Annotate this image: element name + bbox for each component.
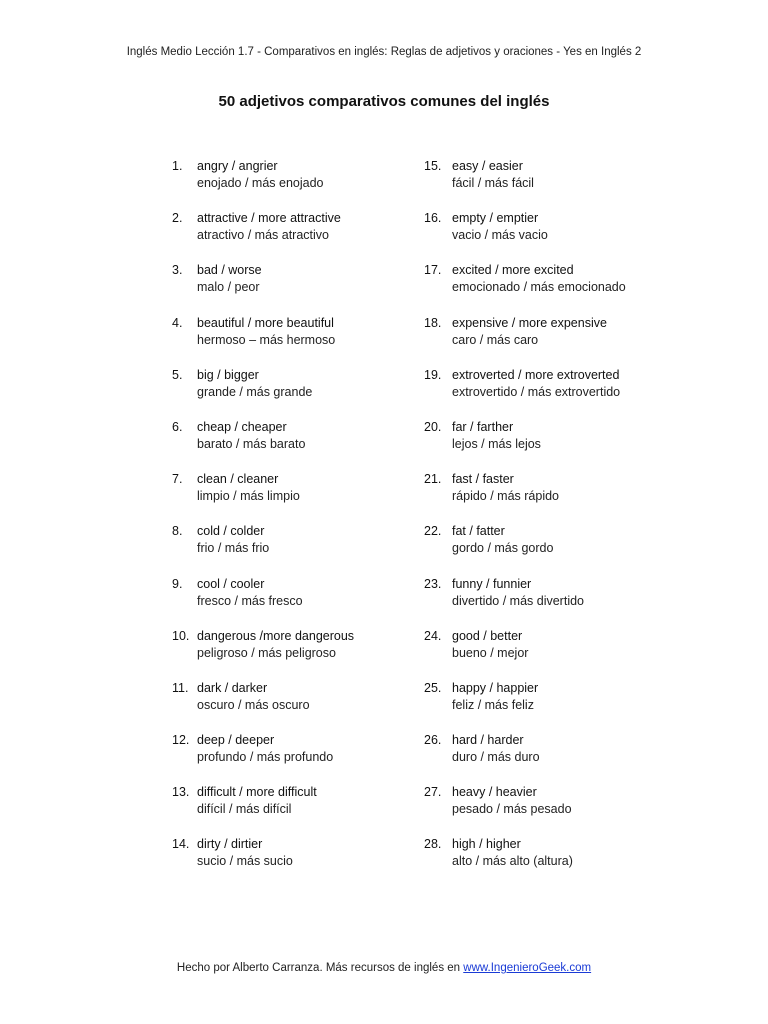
item-spanish: rápido / más rápido bbox=[452, 489, 560, 504]
item-number: 14. bbox=[172, 837, 190, 852]
item-spanish: fácil / más fácil bbox=[452, 176, 534, 190]
footer-link[interactable]: www.IngenieroGeek.com bbox=[463, 962, 592, 974]
item-english: dangerous /more dangerous bbox=[197, 628, 355, 643]
item-spanish: grande / más grande bbox=[197, 384, 313, 399]
footer-text: Hecho por Alberto Carranza. Más recursos de inglés en bbox=[176, 962, 464, 974]
item-number: 7. bbox=[172, 472, 183, 487]
item-spanish: peligroso / más peligroso bbox=[197, 645, 336, 660]
item-spanish: fresco / más fresco bbox=[197, 593, 303, 608]
item-number: 25. bbox=[424, 680, 442, 695]
item-number: 13. bbox=[172, 785, 190, 800]
item-spanish: divertido / más divertido bbox=[452, 593, 585, 608]
item-number: 26. bbox=[424, 733, 442, 748]
item-english: cheap / cheaper bbox=[197, 419, 287, 434]
item-english: beautiful / more beautiful bbox=[197, 315, 334, 330]
item-number: 8. bbox=[172, 524, 183, 539]
item-english: cold / colder bbox=[197, 524, 265, 539]
page-title: 50 adjetivos comparativos comunes del inglés bbox=[218, 93, 550, 110]
item-spanish: alto / más alto (altura) bbox=[452, 854, 573, 869]
item-number: 4. bbox=[172, 315, 183, 330]
item-english: clean / cleaner bbox=[197, 472, 279, 487]
item-english: fat / fatter bbox=[452, 524, 505, 539]
item-spanish: caro / más caro bbox=[452, 332, 539, 347]
item-spanish: lejos / más lejos bbox=[452, 436, 541, 451]
item-spanish: enojado / más enojado bbox=[197, 176, 324, 190]
item-spanish: profundo / más profundo bbox=[197, 750, 334, 765]
item-spanish: frio / más frio bbox=[197, 541, 270, 556]
item-spanish: gordo / más gordo bbox=[452, 541, 554, 556]
item-english: funny / funnier bbox=[452, 576, 532, 591]
item-spanish: sucio / más sucio bbox=[197, 854, 293, 869]
item-spanish: bueno / mejor bbox=[452, 645, 529, 660]
item-spanish: vacio / más vacio bbox=[452, 228, 548, 243]
item-english: big / bigger bbox=[197, 367, 259, 382]
item-number: 3. bbox=[172, 263, 183, 278]
item-english: attractive / more attractive bbox=[197, 211, 341, 226]
item-english: angry / angrier bbox=[197, 159, 278, 173]
page-header: Inglés Medio Lección 1.7 - Comparativos en inglés: Reglas de adjetivos y oraciones - Yes en Inglés 2 bbox=[126, 46, 642, 58]
item-english: heavy / heavier bbox=[452, 785, 537, 800]
item-english: good / better bbox=[452, 628, 523, 643]
item-number: 6. bbox=[172, 419, 183, 434]
item-spanish: duro / más duro bbox=[452, 750, 540, 765]
item-english: happy / happier bbox=[452, 680, 539, 695]
item-english: dirty / dirtier bbox=[197, 837, 263, 852]
item-number: 24. bbox=[424, 628, 442, 643]
item-number: 18. bbox=[424, 315, 442, 330]
item-number: 22. bbox=[424, 524, 442, 539]
item-spanish: extrovertido / más extrovertido bbox=[452, 384, 621, 399]
item-spanish: pesado / más pesado bbox=[452, 802, 572, 817]
item-spanish: difícil / más difícil bbox=[197, 802, 292, 817]
item-english: deep / deeper bbox=[197, 733, 275, 748]
item-english: far / farther bbox=[452, 419, 514, 434]
item-spanish: emocionado / más emocionado bbox=[452, 280, 626, 295]
item-english: difficult / more difficult bbox=[197, 785, 317, 800]
item-number: 23. bbox=[424, 576, 442, 591]
item-number: 2. bbox=[172, 211, 183, 226]
item-number: 21. bbox=[424, 472, 442, 487]
item-number: 15. bbox=[424, 159, 442, 173]
item-english: bad / worse bbox=[197, 263, 262, 278]
item-number: 20. bbox=[424, 419, 442, 434]
item-english: fast / faster bbox=[452, 472, 514, 487]
item-number: 10. bbox=[172, 628, 190, 643]
item-english: empty / emptier bbox=[452, 211, 539, 226]
item-english: hard / harder bbox=[452, 733, 524, 748]
item-spanish: feliz / más feliz bbox=[452, 697, 534, 712]
item-spanish: hermoso – más hermoso bbox=[197, 332, 336, 347]
item-number: 16. bbox=[424, 211, 442, 226]
item-english: expensive / more expensive bbox=[452, 315, 607, 330]
item-number: 27. bbox=[424, 785, 442, 800]
item-number: 1. bbox=[172, 159, 183, 173]
item-english: easy / easier bbox=[452, 159, 523, 173]
item-number: 12. bbox=[172, 733, 190, 748]
item-spanish: oscuro / más oscuro bbox=[197, 697, 310, 712]
item-english: high / higher bbox=[452, 837, 521, 852]
item-spanish: limpio / más limpio bbox=[197, 489, 300, 504]
item-english: dark / darker bbox=[197, 680, 268, 695]
item-number: 17. bbox=[424, 263, 442, 278]
item-spanish: barato / más barato bbox=[197, 436, 306, 451]
item-number: 5. bbox=[172, 367, 183, 382]
item-english: excited / more excited bbox=[452, 263, 574, 278]
page-footer bbox=[0, 962, 768, 974]
item-english: cool / cooler bbox=[197, 576, 265, 591]
item-english: extroverted / more extroverted bbox=[452, 367, 620, 382]
item-spanish: atractivo / más atractivo bbox=[197, 228, 329, 243]
item-number: 11. bbox=[172, 680, 189, 695]
item-number: 9. bbox=[172, 576, 183, 591]
item-number: 19. bbox=[424, 367, 442, 382]
item-spanish: malo / peor bbox=[197, 280, 260, 295]
item-number: 28. bbox=[424, 837, 442, 852]
